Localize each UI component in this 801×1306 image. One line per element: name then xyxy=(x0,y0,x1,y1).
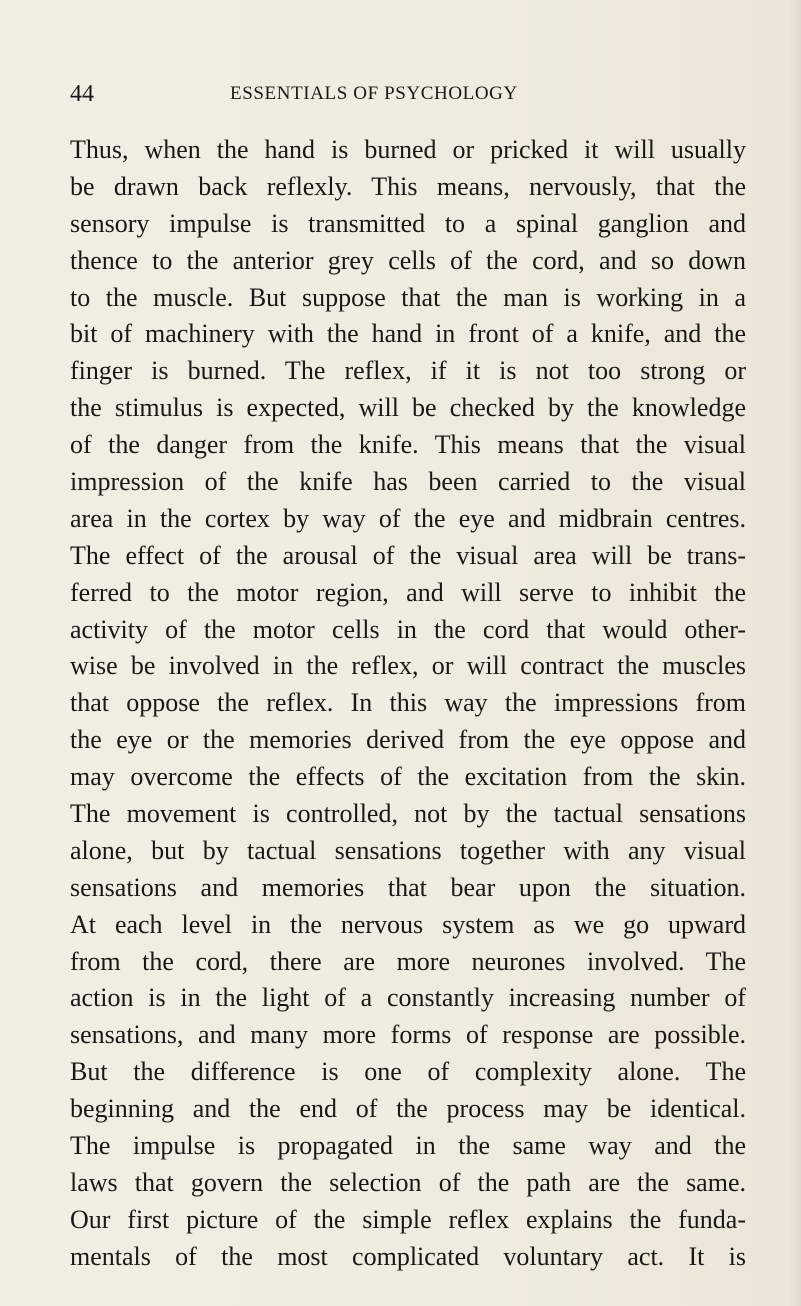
text-line: mentals of the most complicated voluntary act. It is xyxy=(70,1241,746,1271)
text-line: impression of the knife has been carried to the visual xyxy=(70,467,746,497)
text-line: that oppose the reflex. In this way the impressions from xyxy=(70,688,746,718)
text-line: may overcome the effects of the excitation from the skin. xyxy=(70,762,746,792)
page-edge-shadow xyxy=(789,0,801,1306)
page-number: 44 xyxy=(70,81,94,107)
text-line: sensations and memories that bear upon the situation. xyxy=(70,872,746,902)
text-line: The effect of the arousal of the visual area will be trans- xyxy=(70,540,746,570)
text-line: Thus, when the hand is burned or pricked it will usually xyxy=(70,135,746,164)
text-line: The impulse is propagated in the same way and the xyxy=(70,1131,746,1161)
text-line: alone, but by tactual sensations together with any visual xyxy=(70,835,746,865)
running-head: ESSENTIALS OF PSYCHOLOGY xyxy=(230,83,518,104)
text-line: thence to the anterior grey cells of the cord, and so down xyxy=(70,245,746,275)
text-line: sensations, and many more forms of response are possible. xyxy=(70,1020,746,1050)
text-line: be drawn back reflexly. This means, nervously, that the xyxy=(70,171,746,201)
text-line: beginning and the end of the process may be identical. xyxy=(70,1094,746,1124)
text-line: ferred to the motor region, and will serve to inhibit the xyxy=(70,577,746,607)
text-line: of the danger from the knife. This means that the visual xyxy=(70,430,746,460)
text-line: bit of machinery with the hand in front of a knife, and the xyxy=(70,319,746,349)
text-line: laws that govern the selection of the path are the same. xyxy=(70,1167,746,1197)
text-line: action is in the light of a constantly increasing number of xyxy=(70,983,746,1013)
text-line: area in the cortex by way of the eye and midbrain centres. xyxy=(70,503,746,533)
text-line: wise be involved in the reflex, or will contract the muscles xyxy=(70,651,746,681)
text-line: finger is burned. The reflex, if it is not too strong or xyxy=(70,356,746,386)
text-line: the eye or the memories derived from the eye oppose and xyxy=(70,725,746,755)
text-line: to the muscle. But suppose that the man is working in a xyxy=(70,282,746,312)
text-line: At each level in the nervous system as we go upward xyxy=(70,909,746,939)
text-line: The movement is controlled, not by the tactual sensations xyxy=(70,799,746,829)
text-line: from the cord, there are more neurones involved. The xyxy=(70,946,746,976)
body-paragraph xyxy=(70,132,746,1276)
text-line: But the difference is one of complexity alone. The xyxy=(70,1057,746,1087)
page-header xyxy=(0,79,801,109)
text-line: activity of the motor cells in the cord that would other- xyxy=(70,614,746,644)
text-line: sensory impulse is transmitted to a spinal ganglion and xyxy=(70,208,746,238)
text-line: the stimulus is expected, will be checked by the knowledge xyxy=(70,393,746,423)
text-line: Our first picture of the simple reflex explains the funda- xyxy=(70,1204,746,1234)
